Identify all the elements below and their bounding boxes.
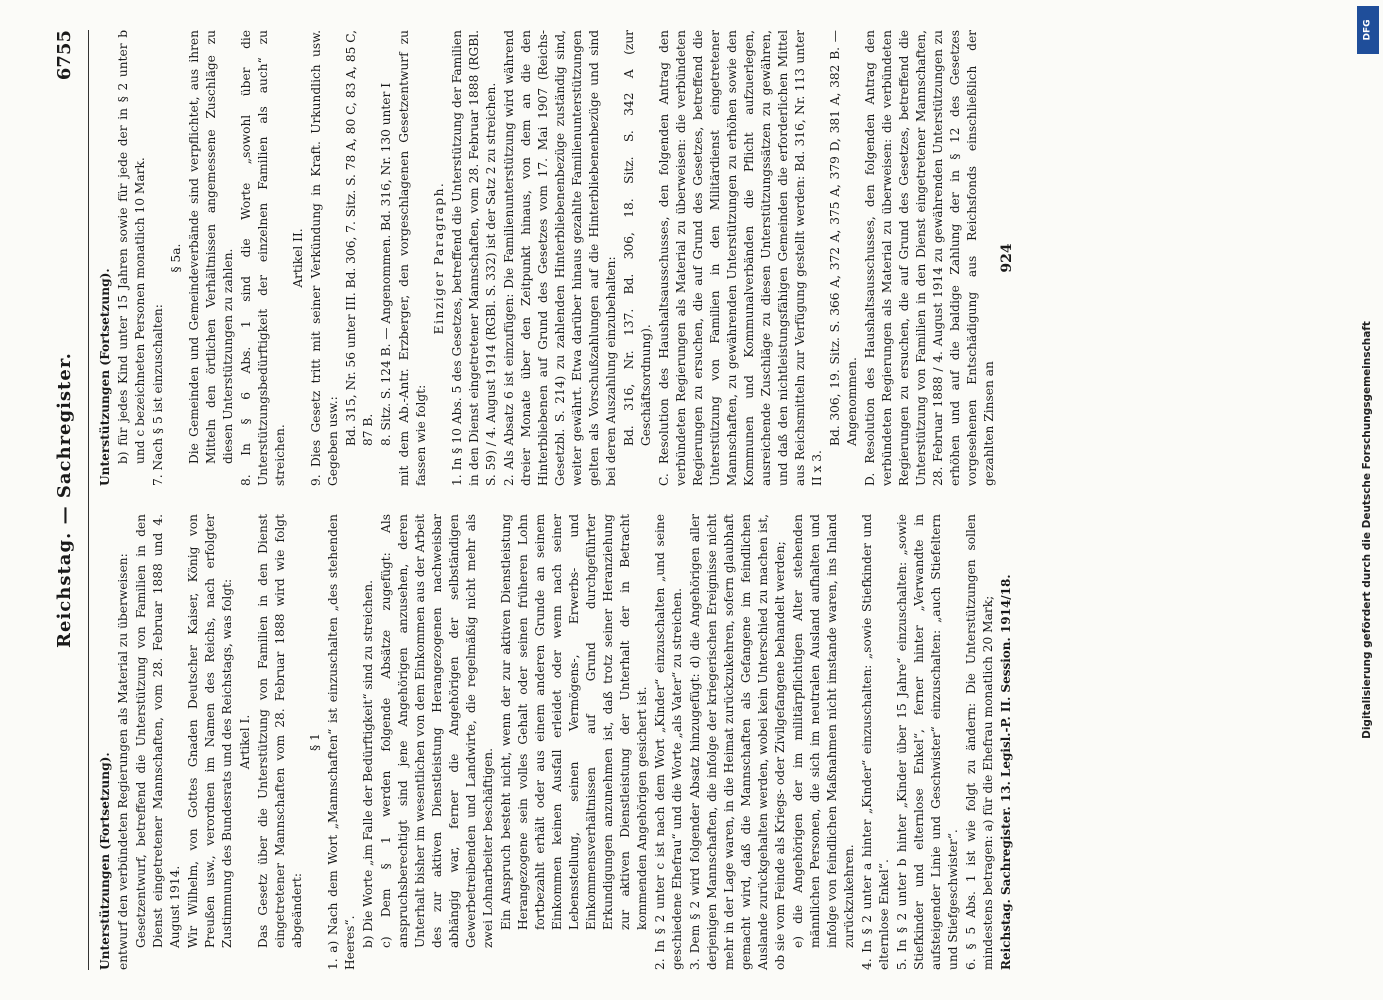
article-heading: Artikel II.: [291, 228, 305, 288]
list-item: c) Dem § 1 werden folgende Absätze zugefügt: Als anspruchsberechtigt sind jene Angehörigen anzusehen, deren Unterhalt bisher im wesentlichen von dem Einkommen aus der Arbeit des zur aktiven Dienstleistung Herangezogenen nachweisbar abhängig war, ferner die Angehörigen der selbständigen Gewerbetreibenden und Landwirte, die regelmäßig nicht mehr als zwei Lohnarbeiter beschäftigen.: [379, 514, 495, 948]
paragraph: entwurf den verbündeten Regierungen als Material zu überweisen:: [116, 553, 130, 970]
list-item: 2. Als Absatz 6 ist einzufügen: Die Familienunterstützung wird während dreier Monate über den Zeitpunkt hinaus, von dem an die den Hinterbliebenen auf Grund des Gesetzes vom 17. Mai 1907 (Reichs-Gesetzbl. S. 214) zu zahlenden Hinterbliebenenbezüge zuständig sind, weiter gewährt. Etwa darüber hinaus gezahlte Familienunterstützungen gelten als Vorschußzahlungen auf die Hinterbliebenenbezüge und sind bei deren Auszahlung einzubehalten:: [502, 30, 618, 486]
reference: Bd. 306, 19. Sitz. S. 366 A, 372 A, 375 A, 379 D, 381 A, 382 B. — Angenommen.: [828, 30, 859, 446]
running-title: Reichstag. — Sachregister.: [54, 352, 75, 648]
list-item: 1. a) Nach dem Wort „Mannschaften“ ist einzuschalten „des stehenden Heeres“.: [326, 514, 357, 970]
list-item: 4. In § 2 unter a hinter „Kinder“ einzuschalten: „sowie Stiefkinder und elternlose Enkel“.: [860, 514, 891, 970]
dfg-logo: [1357, 6, 1379, 54]
section-heading: § 1: [308, 733, 322, 751]
paragraph: mit dem Ab.-Antr. Erzberger, den vorgeschlagenen Gesetzentwurf zu fassen wie folgt:: [397, 30, 428, 486]
list-item: 1. In § 10 Abs. 5 des Gesetzes, betreffend die Unterstützung der Familien in den Dienst eingetretener Mannschaften, vom 28. Februar 1888 (RGBl. S. 59) / 4. August 1914 (RGBl. S. 332) ist der Satz 2 zu streichen.: [450, 30, 498, 486]
digitization-note: [1357, 60, 1377, 1000]
reference: Bd. 316, Nr. 137. Bd. 306, 18. Sitz. S. 342 A (zur Geschäftsordnung).: [622, 30, 653, 446]
list-item: 9. Dies Gesetz tritt mit seiner Verkündung in Kraft. Urkundlich usw. Gegeben usw.:: [309, 30, 340, 486]
list-item: 7. Nach § 5 ist einzuschalten:: [151, 304, 165, 486]
page-mark: 924: [999, 243, 1015, 273]
paragraph: Ein Anspruch besteht nicht, wenn der zur aktiven Dienstleistung Herangezogene sein volles Gehalt oder seinen früheren Lohn fortbezahlt erhält oder aus einem anderen Grunde an seinem Einkommen keinen Ausfall erleidet oder wenn nach seiner Lebensstellung, seinen Vermögens-, Erwerbs- und Einkommensverhältnissen auf Grund durchgeführter Erkundigungen anzunehmen ist, daß trotz seiner Heranziehung zur aktiven Dienstleistung der Unterhalt der in Betracht kommenden Angehörigen gesichert ist.: [499, 514, 649, 930]
header-rule: [88, 30, 89, 970]
rotated-page-content: [40, 0, 1340, 1000]
list-item: b) Die Worte „im Falle der Bedürftigkeit“ sind zu streichen.: [361, 580, 375, 948]
list-item: 8. In § 6 Abs. 1 sind die Worte „sowohl über die Unterstützungsbedürftigkeit der einzelnen Familien als auch“ zu streichen.: [239, 30, 287, 486]
list-item: e) die Angehörigen der im militärpflichtigen Alter stehenden männlichen Personen, die sich im neutralen Ausland aufhalten und infolge von feindlichen Maßnahmen nicht imstande waren, ins Inland zurückzukehren.: [791, 514, 856, 948]
list-item: 2. In § 2 unter c ist nach dem Wort „Kinder“ einzuschalten „und seine geschiedene Ehefrau“ und die Worte „als Vater“ zu streichen.: [653, 514, 684, 970]
paragraph: Wir Wilhelm, von Gottes Gnaden Deutscher Kaiser, König von Preußen usw., verordnen im Namen des Reichs, nach erfolgter Zustimmung des Bundesrats und des Reichstags, was folgt:: [186, 514, 234, 948]
list-item: 6. § 5 Abs. 1 ist wie folgt zu ändern: Die Unterstützungen sollen mindestens betragen: a) für die Ehefrau monatlich 20 Mark;: [964, 514, 995, 970]
paragraph: Gesetzentwurf, betreffend die Unterstützung von Familien in den Dienst eingetretener Mannschaften, vom 28. Februar 1888 und 4. August 1914.: [134, 514, 182, 948]
paragraph: Das Gesetz über die Unterstützung von Familien in den Dienst eingetretener Mannschaften vom 28. Februar 1888 wird wie folgt abgeändert:: [256, 514, 304, 948]
list-item: 3. Dem § 2 wird folgender Absatz hinzugefügt: d) die Angehörigen aller derjenigen Mannschaften, die infolge der kriegerischen Ereignisse nicht mehr in der Lage waren, in die Heimat zurückzukehren, sofern glaubhaft gemacht wird, daß die Mannschaften als Gefangene im feindlichen Auslande zurückgehalten werden, wobei kein Unterschied zu machen ist, ob sie vom Feinde als Kriegs- oder Zivilgefangene behandelt werden;: [688, 514, 787, 970]
reference: 8. Sitz. S. 124 B. — Angenommen. Bd. 316, Nr. 130 unter I: [379, 82, 393, 446]
page-number: 6755: [54, 30, 75, 81]
list-item: D. Resolution des Haushaltsausschusses, den folgenden Antrag den verbündeten Regierungen als Material zu überweisen: die verbündeten Regierungen zu ersuchen, die auf Grund des Gesetzes, betreffend die Unterstützung von Familien in den Dienst eingetretener Mannschaften, 28. Februar 1888 / 4. August 1914 zu gewährenden Unterstützungen zu erhöhen und auf die baldige Zahlung der in § 12 des Gesetzes vorgesehenen Entschädigung aus Reichsfonds einschließlich der gezahlten Zinsen an: [863, 30, 996, 486]
column-heading: Unterstützungen (Fortsetzung).: [98, 268, 112, 486]
paragraph: Die Gemeinden und Gemeindeverbände sind verpflichtet, aus ihren Mitteln den örtlichen Verhältnissen angemessene Zuschläge zu diesen Unterstützungen zu zahlen.: [187, 30, 235, 464]
list-item: C. Resolution des Haushaltsausschusses, den folgenden Antrag den verbündeten Regierungen als Material zu überweisen: die verbündeten Regierungen zu ersuchen, die auf Grund des Gesetzes, betreffend die Unterstützung von Familien in den Militärdienst eingetretener Mannschaften, zu gewährenden Unterstützungen zu erhöhen sowie den Kommunen und Kommunalverbänden die Pflicht aufzuerlegen, ausreichende Zuschläge zu diesen Unterstützungssätzen zu gewähren, und daß den nichtleistungsfähigen Gemeinden die erforderlichen Mittel aus Reichsmitteln zur Verfügung gestellt werden: Bd. 316, Nr. 113 unter II x 3.: [657, 30, 824, 486]
reference: Bd. 315, Nr. 56 unter III. Bd. 306, 7. Sitz. S. 78 A, 80 C, 83 A, 85 C, 87 B.: [344, 30, 375, 446]
digitization-note-text: Digitalisierung gefördert durch die Deutsche Forschungsgemeinschaft: [1361, 321, 1373, 739]
right-column: [97, 30, 1017, 486]
text-columns: [97, 30, 1017, 970]
list-item: 5. In § 2 unter b hinter „Kinder über 15 Jahre“ einzuschalten: „sowie Stiefkinder und elternlose Enkel“, ferner hinter „Verwandte in aufsteigender Linie und Geschwister“ einzuschalten: „auch Stiefeltern und Stiefgeschwister“.: [895, 514, 960, 970]
list-item: b) für jedes Kind unter 15 Jahren sowie für jede der in § 2 unter b und c bezeichneten Personen monatlich 10 Mark.: [116, 30, 147, 464]
dfg-logo-text: DFG: [1362, 19, 1373, 41]
page-footer: Reichstag. Sachregister. 13. Legisl.-P. II. Session. 1914/18.: [999, 574, 1013, 970]
running-header: [54, 30, 84, 970]
paragraph-heading: Einziger Paragraph.: [432, 181, 446, 335]
column-heading: Unterstützungen (Fortsetzung).: [98, 752, 112, 970]
article-heading: Artikel I.: [238, 714, 252, 770]
section-heading: § 5a.: [169, 243, 183, 273]
left-column: [97, 514, 1017, 970]
